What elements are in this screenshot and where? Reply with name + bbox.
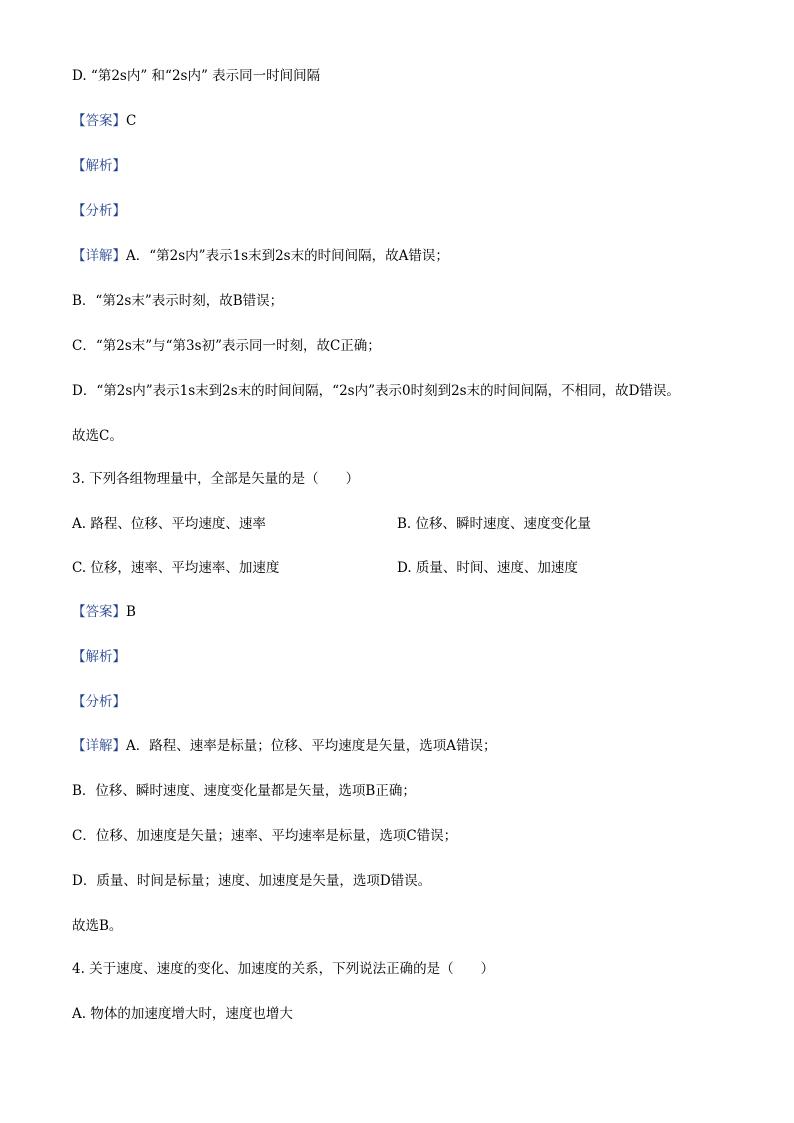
q3-choose: 故选B。 (72, 918, 123, 934)
q3-detail-a (72, 737, 497, 755)
q3-detail-c: C．位移、加速度是矢量；速率、平均速率是标量，选项C错误； (72, 828, 458, 844)
q3-detail-b: B．位移、瞬时速度、速度变化量都是矢量，选项B正确； (72, 783, 416, 799)
q3-option-d: D. 质量、时间、速度、加速度 (397, 560, 578, 576)
answer-tag: 【答案】 (72, 113, 126, 129)
q3-fenxi-tag: 【分析】 (72, 694, 126, 710)
q2-detail-c: C．“第2s末”与“第3s初”表示同一时刻，故C正确； (72, 338, 381, 354)
q3-option-a: A. 路程、位移、平均速度、速率 (72, 516, 266, 532)
q4-option-a: A. 物体的加速度增大时，速度也增大 (72, 1006, 293, 1022)
answer-value: B (126, 604, 136, 620)
q3-options-row-2 (72, 559, 722, 577)
detail-text: A．路程、速率是标量；位移、平均速度是矢量，选项A错误； (126, 738, 497, 754)
q2-option-d: D. “第2s内” 和“2s内” 表示同一时间间隔 (72, 68, 321, 84)
q3-stem: 3. 下列各组物理量中，全部是矢量的是（ ） (72, 471, 360, 487)
q3-options-row-1 (72, 515, 722, 533)
q3-answer (72, 603, 136, 621)
q3-option-c: C. 位移，速率、平均速率、加速度 (72, 560, 280, 576)
q2-answer (72, 112, 136, 130)
detail-tag: 【详解】 (72, 248, 126, 264)
detail-tag: 【详解】 (72, 738, 126, 754)
q2-detail-a (72, 247, 449, 265)
answer-tag: 【答案】 (72, 604, 126, 620)
q2-detail-b: B．“第2s末”表示时刻，故B错误； (72, 293, 284, 309)
q3-analysis-tag: 【解析】 (72, 649, 126, 665)
q3-detail-d: D．质量、时间是标量；速度、加速度是矢量，选项D错误。 (72, 873, 432, 889)
answer-value: C (126, 113, 137, 129)
q3-option-b: B. 位移、瞬时速度、速度变化量 (397, 516, 592, 532)
q2-detail-d: D．“第2s内”表示1s末到2s末的时间间隔，“2s内”表示0时刻到2s末的时间间隔，不相同，故D错误。 (72, 383, 680, 399)
q2-choose: 故选C。 (72, 428, 123, 444)
q4-stem: 4. 关于速度、速度的变化、加速度的关系，下列说法正确的是（ ） (72, 961, 495, 977)
detail-text: A．“第2s内”表示1s末到2s末的时间间隔，故A错误； (126, 248, 449, 264)
q2-fenxi-tag: 【分析】 (72, 203, 126, 219)
q2-analysis-tag: 【解析】 (72, 158, 126, 174)
